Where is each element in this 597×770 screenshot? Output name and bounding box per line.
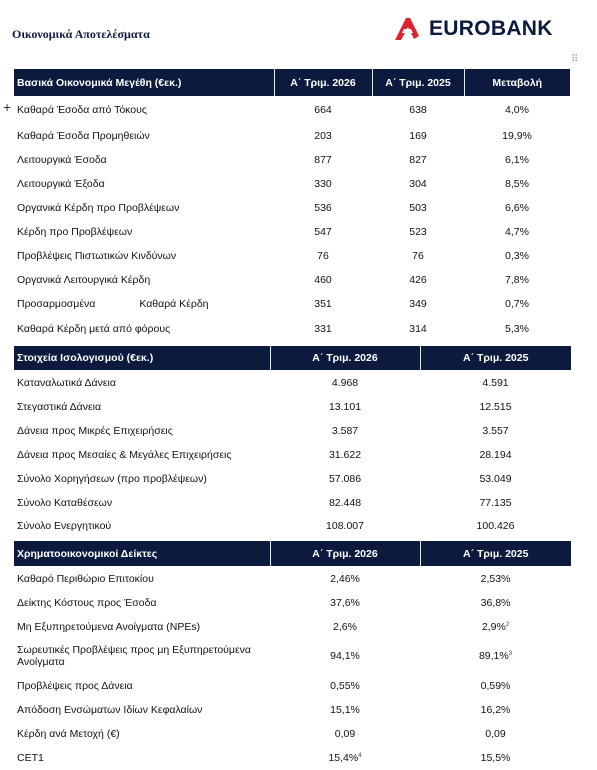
value-q2026: 0,55%: [330, 679, 360, 692]
table-row: [14, 673, 571, 698]
value-q2026: 203: [314, 130, 332, 142]
financials-table: [14, 69, 570, 342]
balance-header-row: [14, 346, 571, 370]
value-change: 4,0%: [505, 104, 529, 116]
value-q2025: 4.591: [482, 376, 509, 389]
value-q2026: 351: [314, 298, 332, 310]
value-q2025: [420, 615, 571, 639]
value-change: 7,8%: [505, 274, 529, 286]
row-label: Προβλέψεις προς Δάνεια: [17, 679, 133, 692]
ratios-header-q2025: Α΄ Τριμ. 2025: [420, 541, 571, 566]
value-q2026: 331: [314, 323, 332, 335]
value-q2026: 2,46%: [330, 572, 360, 585]
table-row: [14, 395, 571, 419]
value-q2025: 76: [412, 250, 424, 262]
table-row: [14, 746, 571, 770]
table-row: [14, 124, 570, 148]
value-q2025: 503: [409, 202, 427, 214]
value-q2026: 2,6%: [333, 621, 357, 633]
row-label: Οργανικά Λειτουργικά Κέρδη: [17, 274, 151, 286]
value-q2025: 53.049: [479, 473, 512, 485]
value-q2026: 94,1%: [330, 650, 360, 662]
row-label: CET1: [17, 752, 44, 764]
value-q2025: 3.557: [482, 425, 509, 437]
row-label: Οργανικά Κέρδη προ Προβλέψεων: [17, 202, 180, 214]
value-change: 6,6%: [505, 202, 529, 214]
financials-header-q2026: Α΄ Τριμ. 2026: [274, 69, 372, 96]
value-q2026: 547: [314, 226, 332, 238]
table-row: [14, 148, 570, 172]
value-q2026: 57.086: [328, 473, 362, 485]
table-row: [14, 615, 571, 639]
row-label: Προβλέψεις Πιστωτικών Κινδύνων: [17, 250, 177, 262]
table-row: [14, 443, 571, 467]
value-q2025: 314: [409, 323, 427, 335]
row-label-part-a: Προσαρμοσμένα: [17, 298, 96, 310]
table-row: [14, 639, 571, 673]
financials-header-change: Μεταβολή: [464, 69, 570, 96]
value-q2025: 36,8%: [480, 597, 511, 609]
row-label: Κέρδη ανά Μετοχή (€): [17, 728, 120, 740]
value-q2025: 0,59%: [480, 679, 511, 692]
value-q2025: 16,2%: [480, 704, 511, 716]
brand-name: EUROBANK: [429, 17, 553, 40]
plus-icon[interactable]: +: [3, 99, 12, 115]
value-q2026: 108.007: [326, 520, 364, 532]
value-q2025: 100.426: [476, 520, 515, 532]
value-q2025: 523: [409, 226, 427, 238]
value-change: 8,5%: [505, 178, 529, 190]
value-text: 2,9%: [481, 621, 506, 633]
value-change: 0,3%: [505, 250, 529, 262]
table-row: [14, 419, 571, 443]
row-label: Λειτουργικά Έξοδα: [17, 178, 105, 190]
table-row: [14, 196, 570, 220]
row-label-part-b: Καθαρά Κέρδη: [139, 298, 209, 310]
value-change: 6,1%: [505, 154, 529, 166]
table-row: [14, 316, 570, 342]
row-label: Δάνεια προς Μικρές Επιχειρήσεις: [17, 425, 173, 437]
ratios-table: [14, 541, 571, 770]
eurobank-logo-icon: [393, 15, 421, 43]
row-label: Σωρευτικές Προβλέψεις προς μη Εξυπηρετούμενα Ανοίγματα: [17, 644, 251, 668]
value-q2025: 169: [409, 130, 427, 142]
table-row: [14, 515, 571, 537]
drag-handle-icon[interactable]: ⠿: [571, 54, 579, 65]
value-q2025: 77.135: [479, 497, 512, 509]
table-row: [14, 591, 571, 615]
value-q2025: 426: [409, 274, 427, 286]
value-change: 5,3%: [505, 323, 529, 335]
value-q2026: 37,6%: [330, 597, 360, 609]
value-q2026: 76: [317, 250, 329, 262]
balance-header-q2026: Α΄ Τριμ. 2026: [270, 346, 420, 370]
table-row: [14, 566, 571, 591]
row-label: Απόδοση Ενσώματων Ιδίων Κεφαλαίων: [17, 704, 203, 716]
value-q2025: 827: [409, 154, 427, 166]
row-label: Καθαρά Έσοδα από Τόκους: [17, 104, 147, 116]
row-label: Δείκτης Κόστους προς Έσοδα: [17, 597, 157, 609]
row-label: Μη Εξυπηρετούμενα Ανοίγματα (NPEs): [17, 621, 201, 633]
table-row: [14, 268, 570, 292]
row-label: Κέρδη προ Προβλέψεων: [17, 226, 133, 238]
balance-header-label: Στοιχεία Ισολογισμού (€εκ.): [14, 346, 270, 370]
value-q2026: 664: [314, 104, 332, 116]
ratios-header-row: [14, 541, 571, 566]
table-row: [14, 722, 571, 746]
table-row: [14, 220, 570, 244]
value-q2026: 0,09: [334, 728, 356, 740]
value-text: 15,4%: [328, 752, 359, 764]
row-label: Σύνολο Χορηγήσεων (προ προβλέψεων): [17, 473, 207, 485]
value-change: 19,9%: [502, 130, 532, 142]
table-row: [14, 467, 571, 491]
value-q2026: 3.587: [331, 425, 359, 437]
table-row: [14, 491, 571, 515]
row-label: Καταναλωτικά Δάνεια: [17, 376, 116, 389]
row-label: Καθαρό Περιθώριο Επιτοκίου: [17, 572, 154, 585]
financials-header-row: [14, 69, 570, 96]
value-q2025: 304: [409, 178, 427, 190]
value-q2026: 31.622: [328, 449, 362, 461]
balance-table: [14, 346, 571, 537]
row-label: Δάνεια προς Μεσαίες & Μεγάλες Επιχειρήσεις: [17, 449, 232, 461]
page-title: Οικονομικά Αποτελέσματα: [12, 27, 150, 41]
ratios-header-q2026: Α΄ Τριμ. 2026: [270, 541, 420, 566]
ratios-header-label: Χρηματοοικονομικοί Δείκτες: [14, 541, 270, 566]
row-label: Καθαρά Κέρδη μετά από φόρους: [17, 323, 171, 335]
row-label: Λειτουργικά Έσοδα: [17, 154, 107, 166]
value-q2025: 12.515: [479, 401, 512, 413]
value-q2025: 2,53%: [480, 572, 511, 585]
footnote-marker: 3: [508, 651, 513, 657]
value-q2026: 82.448: [328, 497, 362, 509]
value-q2026: 13.101: [328, 401, 362, 413]
row-label: Σύνολο Ενεργητικού: [17, 520, 112, 532]
value-q2026: 4.968: [331, 376, 359, 389]
footnote-marker: 2: [505, 622, 510, 628]
row-label: Στεγαστικά Δάνεια: [17, 401, 102, 413]
value-change: 0,7%: [505, 298, 529, 310]
value-q2025: 638: [409, 104, 427, 116]
table-row: [14, 698, 571, 722]
value-q2026: 15,1%: [330, 704, 360, 716]
value-q2026: 536: [314, 202, 332, 214]
value-q2025: [420, 639, 571, 673]
table-row: [14, 292, 570, 316]
value-q2026: 330: [314, 178, 332, 190]
value-q2025: 349: [409, 298, 427, 310]
value-q2026: 460: [314, 274, 332, 286]
row-label: [14, 292, 274, 316]
table-row: [14, 244, 570, 268]
financials-header-label: Βασικά Οικονομικά Μεγέθη (€εκ.): [14, 69, 274, 96]
value-q2026: 877: [314, 154, 332, 166]
table-row: [14, 172, 570, 196]
row-label: Καθαρά Έσοδα Προμηθειών: [17, 130, 150, 142]
value-q2026: [270, 746, 420, 770]
value-change: 4,7%: [505, 226, 529, 238]
eurobank-logo[interactable]: [393, 14, 553, 44]
balance-header-q2025: Α΄ Τριμ. 2025: [420, 346, 571, 370]
value-q2025: 15,5%: [480, 752, 511, 764]
row-label: Σύνολο Καταθέσεων: [17, 497, 113, 509]
value-q2025: 0,09: [485, 728, 506, 740]
table-row: [14, 370, 571, 395]
financials-header-q2025: Α΄ Τριμ. 2025: [372, 69, 464, 96]
value-q2025: 28.194: [479, 449, 512, 461]
table-row: [14, 96, 570, 124]
value-text: 89,1%: [478, 650, 509, 662]
footnote-marker: 4: [358, 753, 362, 759]
